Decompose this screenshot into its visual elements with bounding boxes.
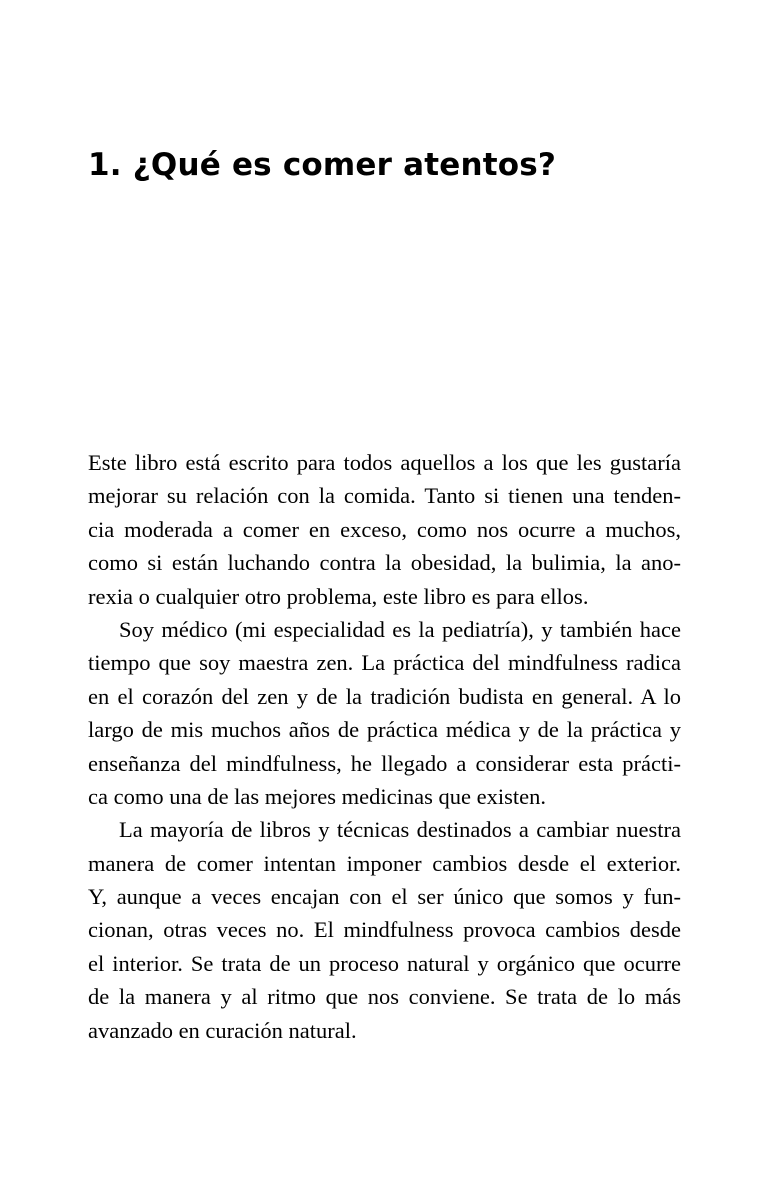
text-line: largo de mis muchos años de práctica médica y de la práctica y	[88, 717, 681, 743]
text-line: de la manera y al ritmo que nos conviene. Se trata de lo más	[88, 984, 681, 1010]
text-line: Y, aunque a veces encajan con el ser único que somos y fun-	[88, 884, 681, 910]
text-line: Este libro está escrito para todos aquellos a los que les gustaría	[88, 450, 681, 475]
text-line: como si están luchando contra la obesidad, la bulimia, la ano-	[88, 550, 681, 576]
text-line: Soy médico (mi especialidad es la pediatría), y también hace	[119, 616, 681, 642]
text-line: manera de comer intentan imponer cambios desde el exterior.	[88, 850, 681, 876]
body-text	[88, 446, 681, 1047]
text-line: en el corazón del zen y de la tradición budista en general. A lo	[88, 683, 681, 709]
text-line: ca como una de las mejores medicinas que existen.	[88, 783, 546, 809]
text-line: cionan, otras veces no. El mindfulness provoca cambios desde	[88, 917, 681, 943]
paragraph-3	[88, 813, 681, 1047]
text-line: enseñanza del mindfulness, he llegado a considerar esta prácti-	[88, 750, 681, 776]
text-line: el interior. Se trata de un proceso natural y orgánico que ocurre	[88, 950, 681, 976]
text-line: La mayoría de libros y técnicas destinados a cambiar nuestra	[119, 817, 681, 843]
text-line: cia moderada a comer en exceso, como nos ocurre a muchos,	[88, 516, 681, 542]
text-line: rexia o cualquier otro problema, este libro es para ellos.	[88, 583, 589, 609]
paragraph-2	[88, 613, 681, 813]
text-line: tiempo que soy maestra zen. La práctica del mindfulness radica	[88, 650, 681, 676]
paragraph-1	[88, 446, 681, 613]
text-line: mejorar su relación con la comida. Tanto si tienen una tenden-	[88, 483, 681, 509]
text-line: avanzado en curación natural.	[88, 1017, 357, 1043]
chapter-title: 1. ¿Qué es comer atentos?	[88, 147, 557, 183]
